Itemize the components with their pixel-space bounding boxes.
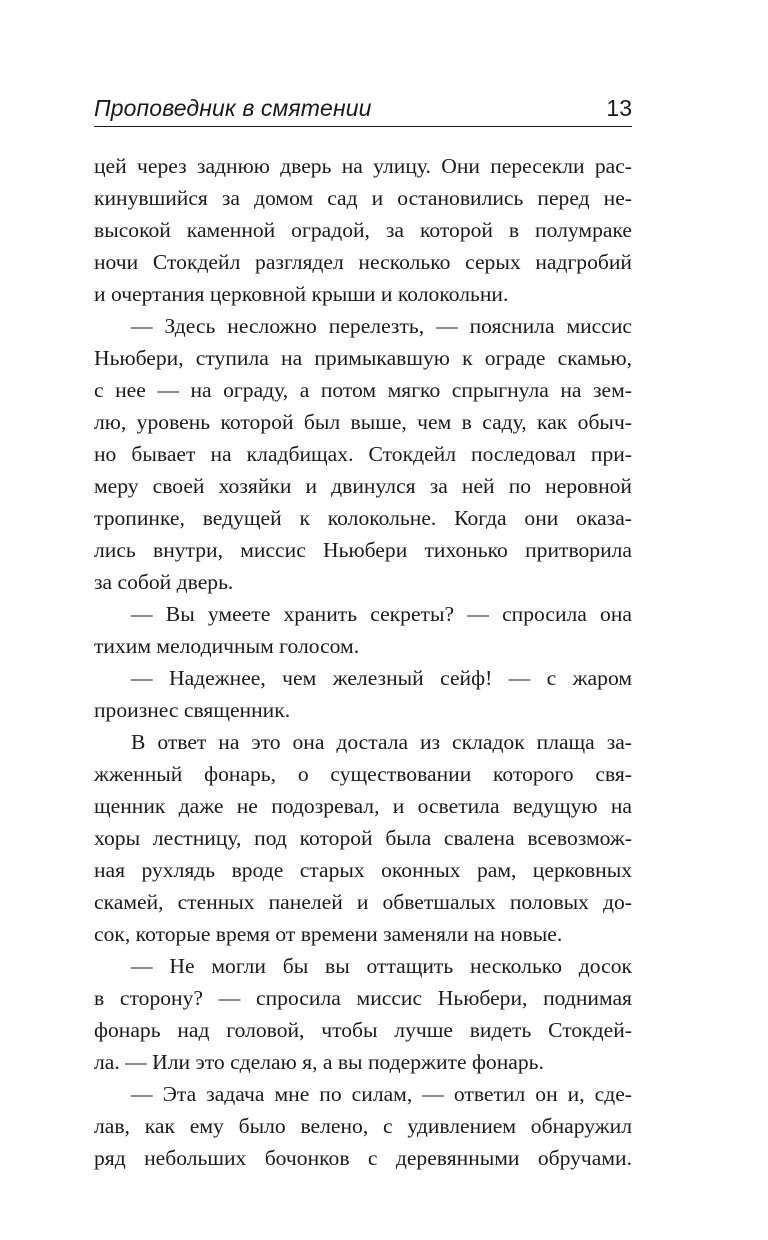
- text-line: ная рухлядь вроде старых оконных рам, церковных: [94, 858, 632, 882]
- page-number: 13: [606, 95, 632, 121]
- text-line: — Эта задача мне по силам, — ответил он и, сде-: [131, 1082, 632, 1106]
- page-header: [94, 90, 632, 126]
- text-line: с нее — на ограду, а потом мягко спрыгнула на зем-: [94, 378, 632, 402]
- text-line: лю, уровень которой был выше, чем в саду, как обыч-: [94, 410, 632, 434]
- text-line: ряд небольших бочонков с деревянными обручами.: [94, 1146, 632, 1170]
- text-line: — Надежнее, чем железный сейф! — с жаром: [131, 666, 632, 690]
- running-title: Проповедник в смятении: [94, 95, 372, 121]
- text-line: высокой каменной оградой, за которой в полумраке: [94, 218, 632, 242]
- text-line: но бывает на кладбищах. Стокдейл последовал при-: [94, 442, 632, 466]
- text-line: лав, как ему было велено, с удивлением обнаружил: [94, 1114, 632, 1138]
- text-line: цей через заднюю дверь на улицу. Они пересекли рас-: [94, 154, 632, 178]
- text-line: — Не могли бы вы оттащить несколько досок: [131, 954, 632, 978]
- text-line: за собой дверь.: [94, 570, 234, 594]
- text-line: — Здесь несложно перелезть, — пояснила миссис: [131, 314, 632, 338]
- header-rule: [94, 126, 632, 127]
- text-line: жженный фонарь, о существовании которого свя-: [94, 762, 632, 786]
- body-text: [94, 150, 632, 1174]
- text-line: ла. — Или это сделаю я, а вы подержите фонарь.: [94, 1050, 544, 1074]
- text-line: В ответ на это она достала из складок плаща за-: [131, 730, 632, 754]
- text-line: щенник даже не подозревал, и осветила ведущую на: [94, 794, 632, 818]
- text-line: лись внутри, миссис Ньюбери тихонько притворила: [94, 538, 632, 562]
- text-line: тропинке, ведущей к колокольне. Когда они оказа-: [94, 506, 632, 530]
- text-line: хоры лестницу, под которой была свалена всевозмож-: [94, 826, 632, 850]
- text-line: произнес священник.: [94, 698, 291, 722]
- text-line: сок, которые время от времени заменяли на новые.: [94, 922, 563, 946]
- text-line: скамей, стенных панелей и обветшалых половых до-: [94, 890, 632, 914]
- text-line: фонарь над головой, чтобы лучше видеть Стокдей-: [94, 1018, 632, 1042]
- text-line: тихим мелодичным голосом.: [94, 634, 360, 658]
- text-line: кинувшийся за домом сад и остановились перед не-: [94, 186, 632, 210]
- text-line: меру своей хозяйки и двинулся за ней по неровной: [94, 474, 632, 498]
- text-line: — Вы умеете хранить секреты? — спросила она: [131, 602, 632, 626]
- text-line: ночи Стокдейл разглядел несколько серых надгробий: [94, 250, 632, 274]
- text-line: в сторону? — спросила миссис Ньюбери, поднимая: [94, 986, 632, 1010]
- text-line: Ньюбери, ступила на примыкавшую к ограде скамью,: [94, 346, 632, 370]
- text-line: и очертания церковной крыши и колокольни.: [94, 282, 509, 306]
